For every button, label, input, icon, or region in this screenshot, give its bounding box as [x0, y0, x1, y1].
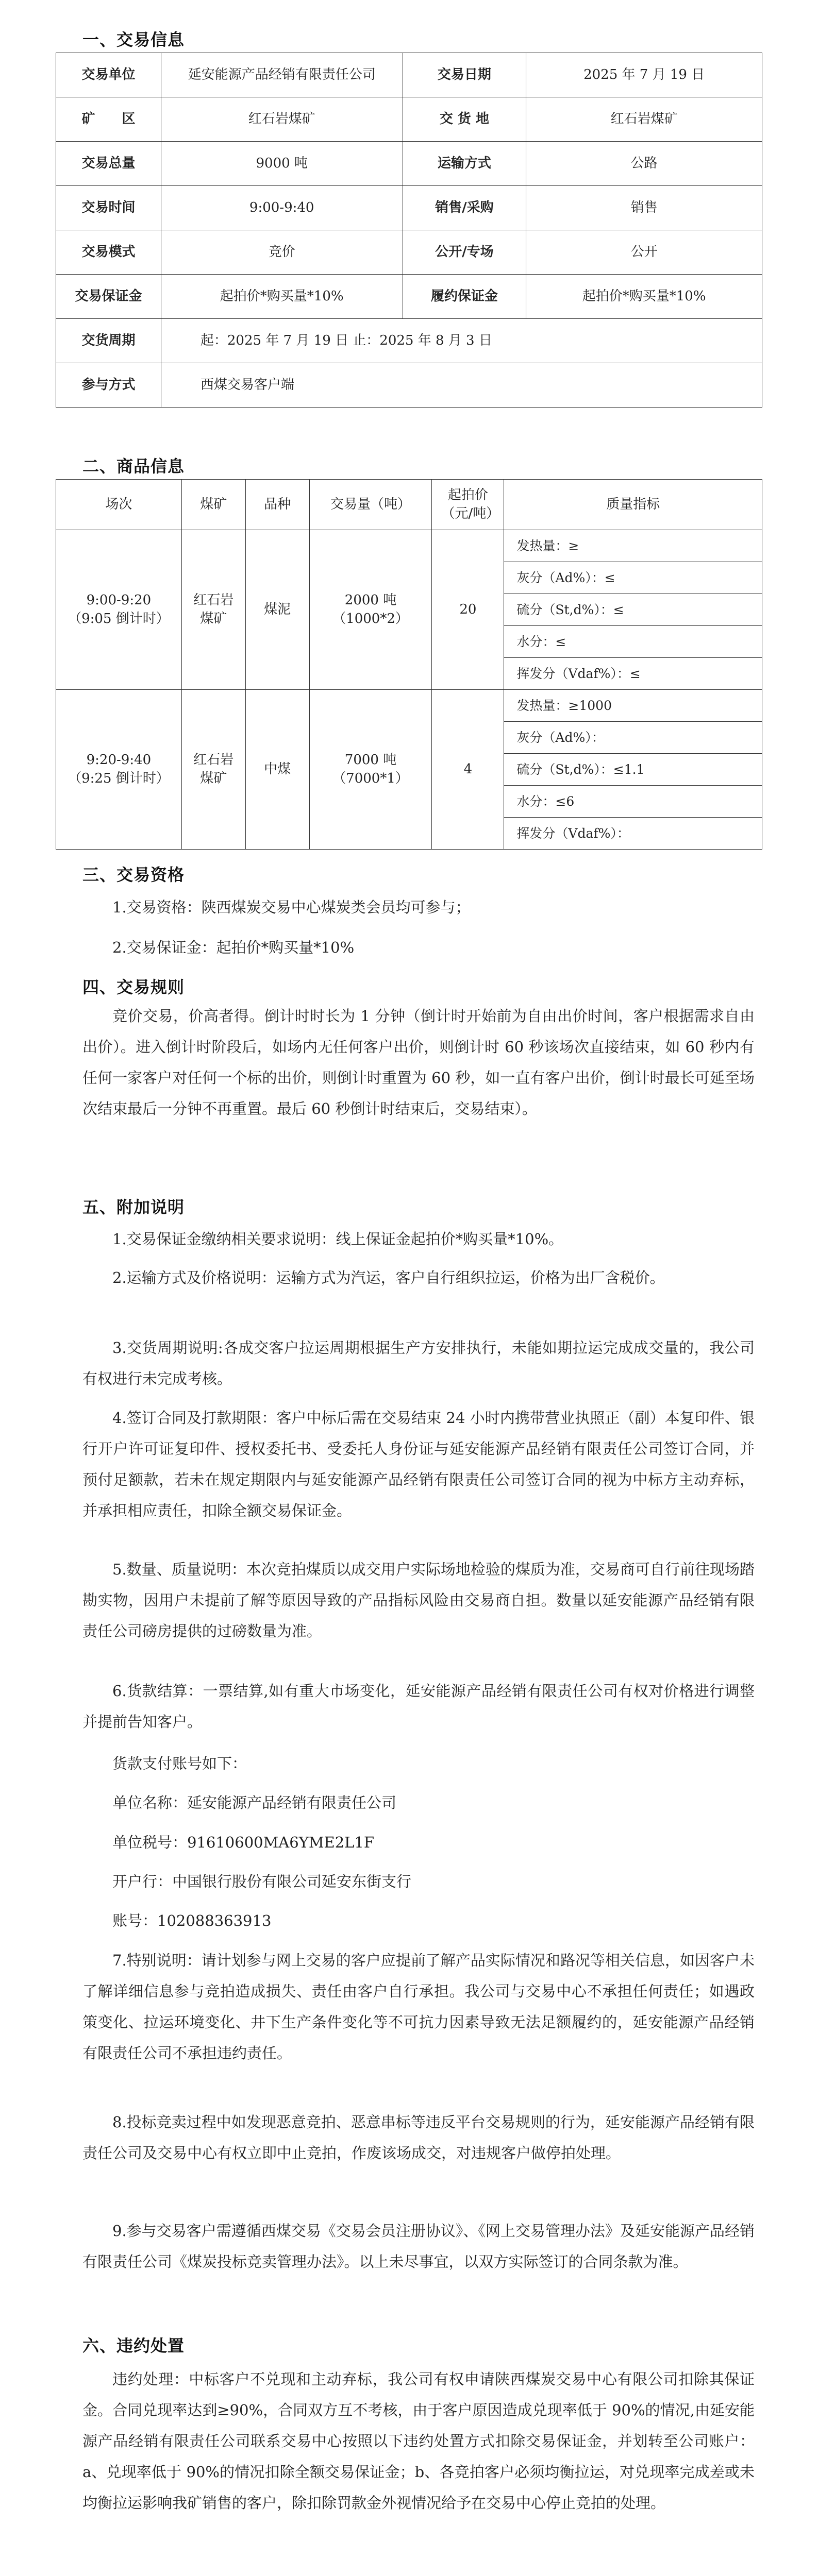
note-9: 9.参与交易客户需遵循西煤交易《交易会员注册协议》、《网上交易管理办法》及延安能源产品经销有限责任公司《煤炭投标竞卖管理办法》。以上未尽事宜，以双方实际签订的合同条款为准。 — [82, 2222, 755, 2270]
header-mine: 煤矿 — [181, 480, 245, 530]
field-label: 公开/专场 — [403, 230, 526, 275]
table-header-row — [56, 480, 762, 530]
field-label: 交易模式 — [56, 230, 161, 275]
participation-method-label: 参与方式 — [56, 363, 161, 408]
header-start-price: 起拍价（元/吨） — [432, 480, 504, 530]
field-value: 公开 — [526, 230, 762, 275]
mine-cell — [181, 530, 245, 690]
trade-info-table — [56, 53, 762, 408]
header-quality: 质量指标 — [504, 480, 762, 530]
section-heading-trade-info: 一、交易信息 — [82, 30, 185, 49]
trade-info-row — [56, 97, 762, 142]
note-6: 6.货款结算：一票结算,如有重大市场变化，延安能源产品经销有限责任公司有权对价格进行调整并提前告知客户。 — [82, 1682, 755, 1731]
volume-cell — [309, 530, 432, 690]
note-2: 2.运输方式及价格说明：运输方式为汽运，客户自行组织拉运，价格为出厂含税价。 — [112, 1269, 665, 1286]
section-heading-additional-notes: 五、附加说明 — [82, 1197, 185, 1217]
start-price-cell: 20 — [432, 530, 504, 690]
note-3: 3.交货周期说明:各成交客户拉运周期根据生产方安排执行，未能如期拉运完成成交量的，我公司有权进行未完成考核。 — [82, 1339, 755, 1387]
note-7: 7.特别说明：请计划参与网上交易的客户应提前了解产品实际情况和路况等相关信息，如因客户未了解详细信息参与竞拍造成损失、责任由客户自行承担。我公司与交易中心不承担任何责任；如遇政策变化、拉运环境变化、井下生产条件变化等不可抗力因素导致无法足额履约的，延安能源产品经销有限责任公司不承担违约责任。 — [82, 1952, 755, 2062]
field-label: 交 货 地 — [403, 97, 526, 142]
session-cell — [56, 690, 182, 850]
trade-info-row — [56, 186, 762, 230]
section-heading-qualification: 三、交易资格 — [82, 865, 185, 885]
quality-indicator: 挥发分（Vdaf%）：≤ — [504, 658, 762, 690]
section-heading-product-info: 二、商品信息 — [82, 456, 185, 476]
volume-cell — [309, 690, 432, 850]
section-heading-trade-rules: 四、交易规则 — [82, 977, 185, 997]
trade-info-row — [56, 142, 762, 186]
field-value: 起拍价*购买量*10% — [161, 275, 403, 319]
field-label: 矿 区 — [56, 97, 161, 142]
session-cell-line: 9:20-9:40 — [86, 752, 152, 768]
participation-method-row — [56, 363, 762, 408]
variety-cell: 煤泥 — [245, 530, 309, 690]
session-cell-line: （9:05 倒计时） — [68, 611, 170, 626]
field-label: 交易总量 — [56, 142, 161, 186]
session-cell-line: （9:25 倒计时） — [68, 770, 170, 786]
trade-info-row — [56, 275, 762, 319]
field-value: 公路 — [526, 142, 762, 186]
field-label: 运输方式 — [403, 142, 526, 186]
mine-cell-line: 煤矿 — [200, 611, 227, 626]
note-8: 8.投标竞卖过程中如发现恶意竞拍、恶意串标等违反平台交易规则的行为，延安能源产品经销有限责任公司及交易中心有权立即中止竞拍，作废该场成交，对违规客户做停拍处理。 — [82, 2113, 755, 2162]
qualification-item: 1.交易资格：陕西煤炭交易中心煤炭类会员均可参与； — [112, 899, 471, 916]
delivery-period-row — [56, 319, 762, 363]
header-session: 场次 — [56, 480, 182, 530]
account-bank: 开户行：中国银行股份有限公司延安东街支行 — [112, 1873, 412, 1890]
account-number: 账号：102088363913 — [112, 1912, 272, 1929]
account-unit-name: 单位名称：延安能源产品经销有限责任公司 — [112, 1794, 397, 1811]
field-value: 9:00-9:40 — [161, 186, 403, 230]
account-tax-id: 单位税号：91610600MA6YME2L1F — [112, 1834, 374, 1851]
delivery-period-label: 交货周期 — [56, 319, 161, 363]
volume-cell-line: 2000 吨 — [344, 592, 397, 608]
quality-indicator: 发热量：≥1000 — [504, 690, 762, 722]
volume-cell-line: 7000 吨 — [344, 752, 397, 768]
trade-info-row — [56, 53, 762, 97]
field-value: 竞价 — [161, 230, 403, 275]
mine-cell — [181, 690, 245, 850]
note-5: 5.数量、质量说明：本次竞拍煤质以成交用户实际场地检验的煤质为准，交易商可自行前往现场踏勘实物，因用户未提前了解等原因导致的产品指标风险由交易商自担。数量以延安能源产品经销有限责任公司磅房提供的过磅数量为准。 — [82, 1561, 755, 1640]
field-value: 红石岩煤矿 — [526, 97, 762, 142]
quality-indicator: 硫分（St,d%）：≤ — [504, 594, 762, 626]
field-value: 9000 吨 — [161, 142, 403, 186]
product-row — [56, 530, 762, 562]
product-info-table — [56, 479, 762, 850]
quality-indicator: 水分：≤ — [504, 626, 762, 658]
quality-indicator: 发热量：≥ — [504, 530, 762, 562]
header-volume: 交易量（吨） — [309, 480, 432, 530]
field-value: 销售 — [526, 186, 762, 230]
header-variety: 品种 — [245, 480, 309, 530]
variety-cell: 中煤 — [245, 690, 309, 850]
field-label: 交易保证金 — [56, 275, 161, 319]
field-label: 交易时间 — [56, 186, 161, 230]
session-cell-line: 9:00-9:20 — [86, 592, 152, 608]
product-row — [56, 690, 762, 722]
field-label: 交易单位 — [56, 53, 161, 97]
trade-info-row — [56, 230, 762, 275]
field-value: 起拍价*购买量*10% — [526, 275, 762, 319]
mine-cell-line: 红石岩 — [193, 592, 234, 608]
note-4: 4.签订合同及打款期限：客户中标后需在交易结束 24 小时内携带营业执照正（副）本复印件、银行开户许可证复印件、授权委托书、受委托人身份证与延安能源产品经销有限责任公司签订合同，并预付足额款，若未在规定期限内与延安能源产品经销有限责任公司签订合同的视为中标方主动弃标，并承担相应责任，扣除全额交易保证金。 — [82, 1409, 755, 1519]
start-price-cell: 4 — [432, 690, 504, 850]
volume-cell-line: （7000*1） — [332, 770, 409, 786]
field-label: 履约保证金 — [403, 275, 526, 319]
participation-method-value: 西煤交易客户端 — [161, 363, 762, 408]
field-value: 延安能源产品经销有限责任公司 — [161, 53, 403, 97]
quality-indicator: 灰分（Ad%）：≤ — [504, 562, 762, 594]
quality-indicator: 水分：≤6 — [504, 786, 762, 818]
trade-rules-text: 竞价交易，价高者得。倒计时时长为 1 分钟（倒计时开始前为自由出价时间，客户根据需求自由出价）。进入倒计时阶段后，如场内无任何客户出价，则倒计时 60 秒该场次直接结束，如 60 秒内有任何一家客户对任何一个标的出价，则倒计时重置为 60 秒，如一直有客户出价，倒计时最长可延至场次结束最后一分钟不再重置。最后 60 秒倒计时结束后，交易结束）。 — [82, 1007, 755, 1117]
mine-cell-line: 煤矿 — [200, 770, 227, 786]
section-heading-breach-handling: 六、违约处置 — [82, 2336, 185, 2355]
mine-cell-line: 红石岩 — [193, 752, 234, 768]
quality-indicator: 挥发分（Vdaf%）： — [504, 818, 762, 850]
payment-account-title: 货款支付账号如下： — [112, 1755, 247, 1772]
field-label: 销售/采购 — [403, 186, 526, 230]
session-cell — [56, 530, 182, 690]
field-value: 红石岩煤矿 — [161, 97, 403, 142]
quality-indicator: 灰分（Ad%）： — [504, 722, 762, 754]
qualification-item: 2.交易保证金：起拍价*购买量*10% — [112, 939, 355, 956]
field-value: 2025 年 7 月 19 日 — [526, 53, 762, 97]
volume-cell-line: （1000*2） — [332, 611, 409, 626]
breach-handling-text: 违约处理：中标客户不兑现和主动弃标，我公司有权申请陕西煤炭交易中心有限公司扣除其保证金。合同兑现率达到≥90%，合同双方互不考核，由于客户原因造成兑现率低于 90%的情况,由延安能源产品经销有限责任公司联系交易中心按照以下违约处置方式扣除交易保证金，并划转至公司账户：a、兑现率低于 90%的情况扣除全额交易保证金；b、各竞拍客户必须均衡拉运，对兑现率完成差或未均衡拉运影响我矿销售的客户，除扣除罚款金外视情况给予在交易中心停止竞拍的处理。 — [82, 2370, 755, 2512]
delivery-period-value: 起：2025 年 7 月 19 日 止：2025 年 8 月 3 日 — [161, 319, 762, 363]
note-1: 1.交易保证金缴纳相关要求说明：线上保证金起拍价*购买量*10%。 — [112, 1230, 564, 1248]
quality-indicator: 硫分（St,d%）：≤1.1 — [504, 754, 762, 786]
field-label: 交易日期 — [403, 53, 526, 97]
